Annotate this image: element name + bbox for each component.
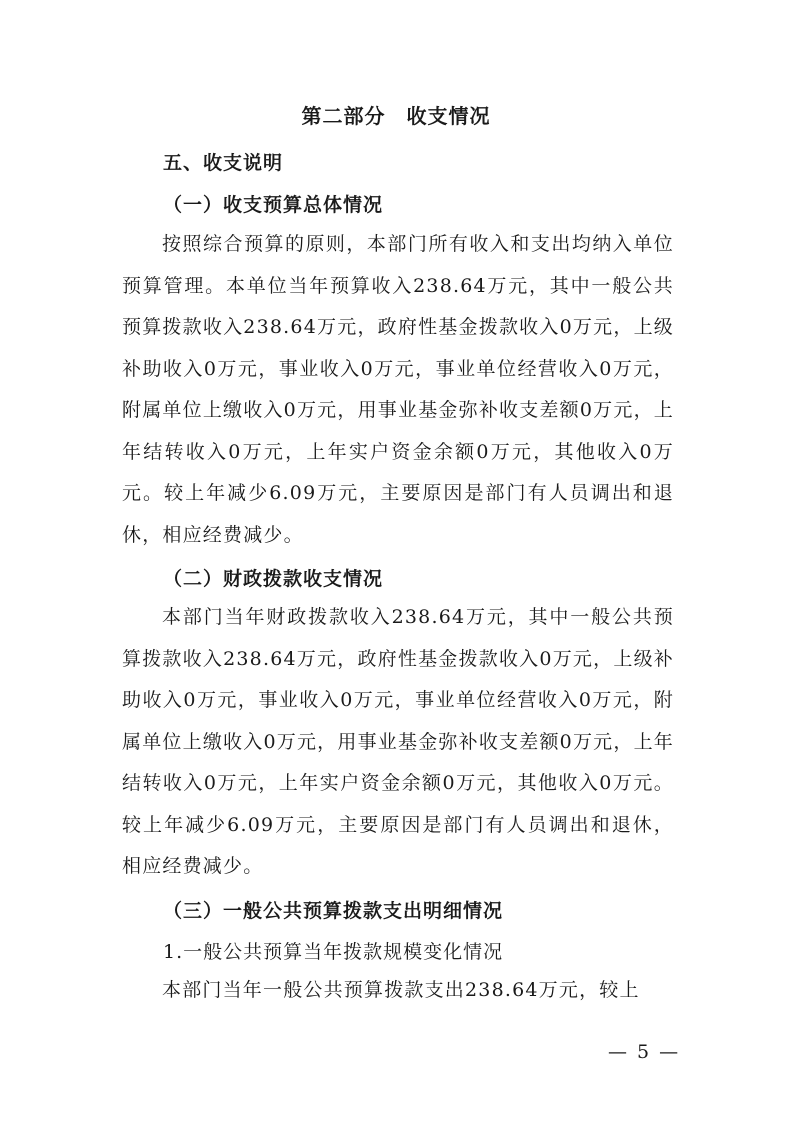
part-title: 第二部分 收支情况 [301, 104, 491, 128]
section-heading: 五、收支说明 [163, 152, 284, 174]
subsection-heading-3: （三）一般公共预算拨款支出明细情况 [163, 900, 504, 922]
paragraph-fiscal-appropriation: 本部门当年财政拨款收入238.64万元，其中一般公共预算拨款收入238.64万元，政府性基金拨款收入0万元，上级补助收入0万元，事业收入0万元，事业单位经营收入0万元，附属单位上缴收入0万元，用事业基金弥补收支差额0万元，上年结转收入0万元，上年实户资金余额0万元，其他收入0万元。较上年减少6.09万元，主要原因是部门有人员调出和退休，相应经费减少。 [122, 606, 674, 877]
subsection-heading-2: （二）财政拨款收支情况 [163, 568, 384, 590]
subsection-heading-1: （一）收支预算总体情况 [163, 194, 384, 216]
paragraph-general-budget-expense: 本部门当年一般公共预算拨款支出238.64万元，较上 [162, 979, 640, 1001]
paragraph-budget-overview: 按照综合预算的原则，本部门所有收入和支出均纳入单位预算管理。本单位当年预算收入238.64万元，其中一般公共预算拨款收入238.64万元，政府性基金拨款收入0万元，上级补助收入0万元，事业收入0万元，事业单位经营收入0万元，附属单位上缴收入0万元，用事业基金弥补收支差额0万元，上年结转收入0万元，上年实户资金余额0万元，其他收入0万元。较上年减少6.09万元，主要原因是部门有人员调出和退休，相应经费减少。 [122, 233, 674, 546]
page-number: — 5 — [608, 1041, 681, 1063]
item-title-1: 1.一般公共预算当年拨款规模变化情况 [163, 941, 504, 963]
